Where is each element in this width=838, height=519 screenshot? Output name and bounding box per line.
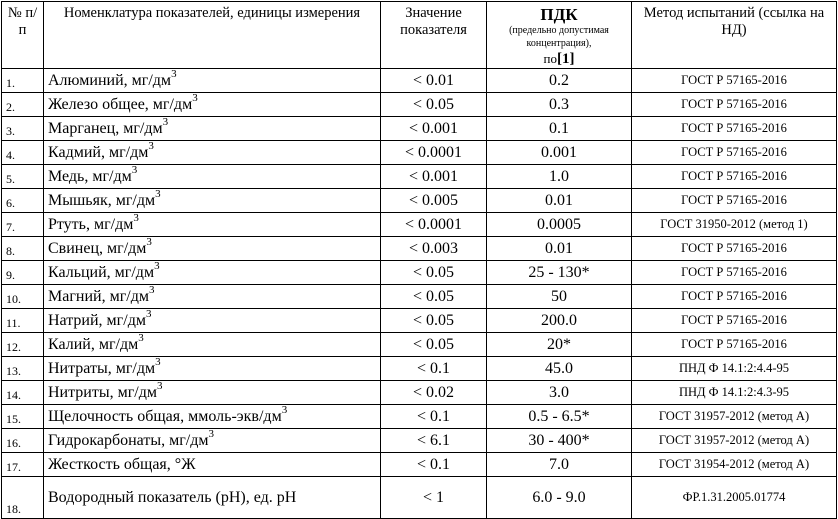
unit-superscript: 3 [133,212,139,224]
row-indicator-name: Железо общее, $мг/дм^3$ [44,93,381,117]
table-header-row [2,2,837,69]
row-number: 14. [2,381,44,405]
row-method: ПНД Ф 14.1:2:4.3-95 [632,381,837,405]
table-body [2,69,837,519]
row-indicator-name: Кадмий, $мг/дм^3$ [44,141,381,165]
unit-superscript: 3 [171,68,177,80]
row-number: 13. [2,357,44,381]
row-pdk: 0.2 [487,69,632,93]
row-indicator-name: Нитраты, $мг/дм^3$ [44,357,381,381]
row-pdk: 0.5 - 6.5* [487,405,632,429]
row-indicator-name: Ртуть, $мг/дм^3$ [44,213,381,237]
row-method: ГОСТ 31954-2012 (метод А) [632,453,837,477]
row-value: < 6.1 [381,429,487,453]
unit-superscript: 3 [281,404,288,416]
table-row [2,165,837,189]
results-table [1,1,837,519]
header-value: Значение показателя [381,2,487,69]
header-method: Метод испытаний (ссылка на НД) [632,2,837,69]
row-indicator-name: Щелочность общая, ммоль-$экв/дм^3$ [44,405,381,429]
row-pdk: 50 [487,285,632,309]
row-number: 11. [2,309,44,333]
row-value: < 0.05 [381,333,487,357]
row-indicator-name: Алюминий, $мг/дм^3$ [44,69,381,93]
row-pdk: 0.001 [487,141,632,165]
row-indicator-name: Кальций, $мг/дм^3$ [44,261,381,285]
row-pdk: 0.01 [487,237,632,261]
header-pdk-subtitle: (предельно допустимая концентрация), [509,25,609,49]
row-value: < 0.02 [381,381,487,405]
table-row [2,477,837,519]
row-pdk: 45.0 [487,357,632,381]
row-indicator-name: Гидрокарбонаты, $мг/дм^3$ [44,429,381,453]
row-value: < 0.05 [381,309,487,333]
row-pdk: 7.0 [487,453,632,477]
row-value: < 0.005 [381,189,487,213]
row-indicator-name: Мышьяк, $мг/дм^3$ [44,189,381,213]
row-value: < 0.001 [381,165,487,189]
row-indicator-name: Медь, $мг/дм^3$ [44,165,381,189]
row-number: 6. [2,189,44,213]
row-indicator-name: Марганец, $мг/дм^3$ [44,117,381,141]
row-value: < 0.01 [381,69,487,93]
row-method: ГОСТ Р 57165-2016 [632,261,837,285]
header-pdk-ref: [1] [556,51,575,67]
row-pdk: 20* [487,333,632,357]
table-row [2,69,837,93]
row-method: ФР.1.31.2005.01774 [632,477,837,519]
row-number: 9. [2,261,44,285]
row-number: 1. [2,69,44,93]
row-value: < 0.05 [381,285,487,309]
row-number: 5. [2,165,44,189]
row-method: ГОСТ 31950-2012 (метод 1) [632,213,837,237]
row-method: ГОСТ Р 57165-2016 [632,309,837,333]
header-name: Номенклатура показателей, единицы измерения [44,2,381,69]
row-pdk: 6.0 - 9.0 [487,477,632,519]
table-row [2,189,837,213]
row-number: 2. [2,93,44,117]
unit-superscript: 3 [208,428,215,440]
table-row [2,213,837,237]
unit-superscript: 3 [146,236,152,248]
row-method: ГОСТ Р 57165-2016 [632,117,837,141]
row-method: ГОСТ Р 57165-2016 [632,285,837,309]
row-method: ГОСТ 31957-2012 (метод А) [632,429,837,453]
table-row [2,261,837,285]
row-indicator-name: Свинец, $мг/дм^3$ [44,237,381,261]
table-row [2,405,837,429]
row-value: < 0.1 [381,453,487,477]
table-row [2,237,837,261]
row-value: < 0.0001 [381,141,487,165]
row-indicator-name: Жесткость общая, °Ж [44,453,381,477]
unit-superscript: 3 [138,332,144,344]
row-pdk: 0.0005 [487,213,632,237]
unit-superscript: 3 [154,260,160,272]
unit-superscript: 3 [148,284,155,296]
row-method: ГОСТ Р 57165-2016 [632,93,837,117]
table-row [2,333,837,357]
row-indicator-name: Натрий, $мг/дм^3$ [44,309,381,333]
row-number: 4. [2,141,44,165]
row-number: 3. [2,117,44,141]
row-number: 17. [2,453,44,477]
header-pdk-title: ПДК [540,5,578,24]
unit-superscript: 3 [131,164,138,176]
row-value: < 0.0001 [381,213,487,237]
row-pdk: 30 - 400* [487,429,632,453]
table-row [2,141,837,165]
row-indicator-name: Нитриты, $мг/дм^3$ [44,381,381,405]
row-method: ПНД Ф 14.1:2:4.4-95 [632,357,837,381]
row-value: < 0.05 [381,93,487,117]
row-number: 16. [2,429,44,453]
row-value: < 0.1 [381,357,487,381]
row-method: ГОСТ Р 57165-2016 [632,69,837,93]
row-number: 12. [2,333,44,357]
row-method: ГОСТ Р 57165-2016 [632,333,837,357]
unit-superscript: 3 [155,356,161,368]
row-value: < 0.05 [381,261,487,285]
row-pdk: 3.0 [487,381,632,405]
row-pdk: 0.3 [487,93,632,117]
row-method: ГОСТ Р 57165-2016 [632,237,837,261]
row-value: < 0.001 [381,117,487,141]
row-pdk: 25 - 130* [487,261,632,285]
row-number: 10. [2,285,44,309]
row-number: 15. [2,405,44,429]
table-row [2,309,837,333]
row-value: < 0.003 [381,237,487,261]
unit-superscript: 3 [162,116,169,128]
row-method: ГОСТ Р 57165-2016 [632,165,837,189]
table-row [2,117,837,141]
unit-superscript: 3 [148,140,154,152]
row-pdk: 0.01 [487,189,632,213]
unit-superscript: 3 [157,380,163,392]
row-method: ГОСТ 31957-2012 (метод А) [632,405,837,429]
row-number: 18. [2,477,44,519]
table-row [2,357,837,381]
header-pdk [487,2,632,69]
row-indicator-name: Магний, $мг/дм^3$ [44,285,381,309]
unit-superscript: 3 [155,188,161,200]
header-pdk-ref-word: по [543,51,557,66]
unit-superscript: 3 [145,308,152,320]
unit-superscript: 3 [192,92,198,104]
row-number: 7. [2,213,44,237]
row-number: 8. [2,237,44,261]
table-row [2,285,837,309]
row-pdk: 0.1 [487,117,632,141]
row-value: < 1 [381,477,487,519]
table-row [2,93,837,117]
row-pdk: 1.0 [487,165,632,189]
table-row [2,453,837,477]
row-indicator-name: Водородный показатель (рН), ед. рН [44,477,381,519]
header-number: № п/п [2,2,44,69]
row-pdk: 200.0 [487,309,632,333]
row-value: < 0.1 [381,405,487,429]
table-row [2,381,837,405]
row-method: ГОСТ Р 57165-2016 [632,189,837,213]
row-indicator-name: Калий, $мг/дм^3$ [44,333,381,357]
row-method: ГОСТ Р 57165-2016 [632,141,837,165]
table-row [2,429,837,453]
